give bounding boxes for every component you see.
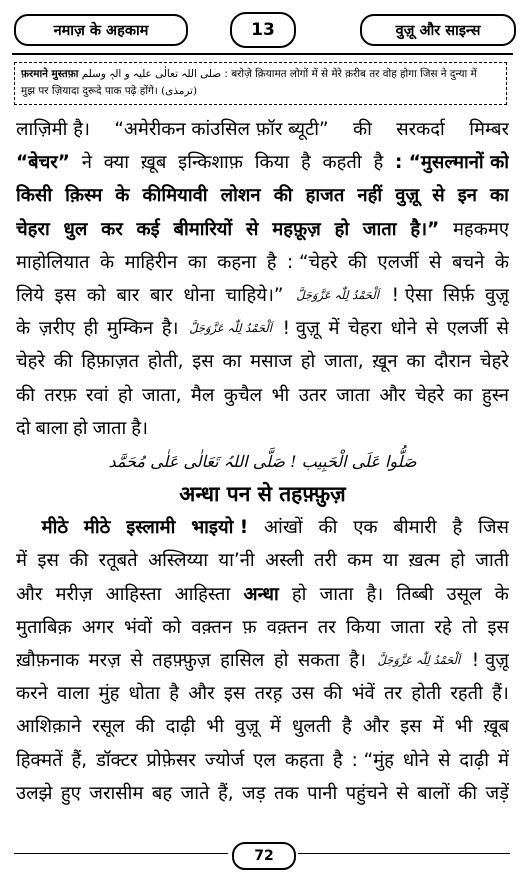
word: मुंह [98,683,120,705]
word: कहता [284,749,324,771]
word: की [352,119,372,140]
word: हिक्मतें [16,749,63,771]
text-line [16,644,509,677]
word: लिये [16,284,44,306]
word: दो [16,417,31,439]
word: उलझे [16,782,53,804]
word: “अमेरीकन कांउसिल फ़ॉर ब्यूटी” [114,119,329,140]
word: ने [81,152,92,174]
text-line [16,777,509,810]
word: सिर्फ़ [443,284,475,306]
word: चेहरा [16,218,50,240]
word: इस [37,550,59,572]
word: क़िस्म [65,185,103,207]
word: रवां [85,384,109,406]
body-text [16,113,509,810]
word: हुस्न [481,384,509,406]
text-line [16,677,509,710]
word: माहिरीन [124,251,178,273]
word: जाता [319,583,354,605]
word: किसी [16,185,53,207]
word: ही [83,318,99,340]
word: चेहरे [16,351,45,373]
word: हो [291,583,307,605]
word: के [99,251,115,273]
word: कहती [322,152,362,174]
text-line [16,246,509,279]
word: में [432,716,444,738]
word: चेहरा [348,318,382,340]
word: जरासीम [89,782,144,804]
word: हाजत [305,185,345,207]
word: जाता, [324,351,364,373]
word: बाला [35,417,69,439]
word: जाती [475,550,509,572]
word: मरीज़ [55,583,93,605]
word: से [425,318,439,340]
word: हो [273,650,289,671]
word: भी [454,716,473,738]
word: अस्लिय्या [148,550,209,572]
word: बचने [451,251,485,273]
word: इस [192,351,214,373]
word: चेहरे [479,351,509,373]
word: और [188,683,215,705]
word: हो [73,417,88,439]
word: तो [462,616,478,638]
word: प्रोफ़ेसर [146,749,196,771]
word: धोने [402,749,430,771]
word: मिम्बर [469,119,509,140]
text-line [16,179,509,212]
word: जाता [362,218,397,240]
word: धोने [390,318,417,340]
word: “बेचर” [16,152,70,174]
text-line [16,744,509,777]
hadith-salawat: صلی اللہ تعالٰی علیہ و الہٖ وسلم [81,68,222,80]
word: मसाज [250,351,292,373]
text-line [16,412,509,445]
word: पानी [307,782,338,804]
word: से [429,251,442,273]
word: जाता, [141,384,182,406]
word: या [382,550,399,572]
word: है [266,251,277,273]
word: मीठे [83,517,111,539]
word: ख़ूब [140,152,167,174]
word: हो [300,351,316,373]
word: जिस [478,517,509,539]
word: हो [450,550,465,572]
word: है [300,152,311,174]
word: को [86,284,106,306]
word: और [362,716,390,738]
word: डॉक्टर [96,749,138,771]
book-title-badge: नमाज़ के अहकाम [14,14,188,46]
chapter-page-badge: 13 [230,12,296,48]
word: भी [206,716,224,738]
word: क्या [103,152,129,174]
word: का [222,351,242,373]
word: का [490,185,509,207]
word: एलर्जी [377,251,419,273]
word: इस [54,284,77,306]
word: धुलती [291,716,331,738]
word: इन्किशाफ़ [178,152,243,174]
word: की [348,251,367,273]
word: इन [457,185,477,207]
text-line [16,345,509,378]
word: लोशन [220,185,261,207]
word: से [130,650,143,671]
word: वक़्तन [266,616,308,638]
word: की [273,185,293,207]
word: का [453,384,473,406]
word: की [135,716,155,738]
salawat-line: صَلُّوا عَلَی الْحَبِیب ! صَلَّی اللہُ تَعَالٰی عَلٰی مُحَمَّد [108,451,417,471]
word: : “मुंह [351,749,394,771]
word: आशिक़ाने [16,716,82,738]
word: कुचैल [223,384,263,406]
word: हुए [60,782,81,804]
word: आहिस्ता [105,583,162,605]
word: धोना [183,284,215,306]
word: नहीं [357,185,383,207]
word: होती [411,683,442,705]
word: हासिल [220,650,265,671]
text-line [16,379,509,412]
word: अस्ली [265,550,304,572]
word: कम [347,550,373,572]
word: महफ़ूज़ [272,218,321,240]
word: सरकर्दा [396,119,445,140]
word: वुज़ू [485,284,509,306]
word: इस [487,616,509,638]
word: रतूबते [98,550,138,572]
word: के [494,583,509,605]
word: की [323,683,343,705]
word: जाते [180,782,210,804]
word: ! ऐसा [391,284,433,306]
word: मैल [190,384,215,406]
word: कीमियावी [142,185,208,207]
word: तिब्बी [396,583,434,605]
hadith-label: फ़रमाने मुस्तफ़ा [21,68,79,80]
word: है। [349,650,366,671]
word: या’नी [218,550,255,572]
text-line [16,279,509,312]
word: उसूल [446,583,482,605]
page-number: 72 [232,842,296,870]
word: : “मुसल्मानों को [395,152,509,174]
word: किया [346,616,381,638]
word: अन्धा [243,583,279,605]
word: में [328,318,340,340]
word: बालों [417,782,450,804]
word: हिफ़ाज़त [81,351,140,373]
hadith-box [14,62,507,105]
word: इस [223,683,246,705]
word: की [53,351,73,373]
word: भंवों [124,616,152,638]
word: चाहिये।” [225,284,284,306]
word: पहुंचने [345,782,388,804]
word: बार [150,284,173,306]
word: फ़ [242,616,257,638]
footer-rule-left [14,853,228,854]
word: के [16,318,31,340]
word: मीठे [16,517,69,539]
word: वुज़ू [395,185,420,207]
word: ख़ूब [483,716,509,738]
word: एलर्जी [446,318,488,340]
word: भी [271,384,290,406]
word: : “चेहरे [286,251,338,273]
word: है।” [410,218,440,240]
text-line [16,511,509,544]
word: तहफ़्फ़ुज़ [152,650,211,671]
word: से [438,749,451,771]
alhamdulillah-phrase: اَلْحَمْدُ لِلّٰہ عَزَّوَجَلَّ [377,653,461,667]
word: इस्लामी [126,517,176,539]
word: दौरान [434,351,472,373]
word: को [162,616,182,638]
word: रसूल [92,716,125,738]
word: भंवें [351,683,375,705]
word: की [16,384,35,406]
word: में [497,749,509,771]
word: दाढ़ी [459,749,490,771]
word: के [494,251,509,273]
section-title-badge: वुज़ू और साइन्स [360,14,516,46]
word: करने [16,683,48,705]
word: की [69,550,89,572]
word: है। [161,318,179,340]
word: वाला [57,683,90,705]
word: बार [116,284,140,306]
header-rule [12,53,513,55]
word: ज्योर्ज [204,749,245,771]
word: है। [366,583,384,605]
text-line [16,478,509,511]
alhamdulillah-phrase: اَلْحَمْدُ لِلّٰہ عَزَّوَجَلَّ [189,321,272,336]
word: है [332,749,343,771]
word: जाता [92,417,127,439]
word: भाइयो ! [191,517,249,539]
word: तर [384,683,403,705]
text-line [16,578,509,611]
word: के [115,185,130,207]
word: जड़ [242,782,266,804]
text-line [16,213,509,246]
word: महकमए [452,218,509,240]
hadith-text-2: मुझ पर ज़ियादा दुरूदे पाक पढ़े होंगे। [21,85,158,97]
word: ! वुज़ू [282,318,320,340]
alhamdulillah-phrase: اَلْحَمْدُ لِلّٰہ عَزَّوَجَلَّ [296,287,379,302]
text-line [16,710,509,743]
word: तरह़ [254,683,283,705]
word: ख़ून [372,351,398,373]
word: का [187,251,207,273]
word: अगर [81,616,114,638]
word: दाढ़ी [165,716,196,738]
word: ज़रीए [38,318,75,340]
word: हैं, [71,749,88,771]
word: एक [353,517,378,539]
word: जाता [390,616,425,638]
word: और [16,583,43,605]
word: किया [254,152,290,174]
word: वुज़ू [235,716,259,738]
word: तक [274,782,299,804]
word: आंखों [264,517,303,539]
word: है [342,716,352,738]
text-line [16,146,509,179]
word: मरज़ [88,650,121,671]
word: होती, [147,351,184,373]
word: एल [253,749,276,771]
word: है [452,517,463,539]
word: तर [317,616,336,638]
word: लाज़िमी है। [16,119,90,140]
text-line [16,445,509,478]
word: रहती [450,683,483,705]
word: आहिस्ता [174,583,231,605]
word: कहना [217,251,257,273]
word: से [245,218,259,240]
word: से [496,318,509,340]
word: हो [334,218,350,240]
word: से [396,782,409,804]
word: धोता [128,683,160,705]
word: माहोलियात [16,251,90,273]
word: हैं, [217,782,234,804]
word: हो [117,384,133,406]
word: और [379,384,406,406]
word: बीमारी [393,517,437,539]
word: से [432,185,445,207]
text-line [16,544,509,577]
hadith-text-1: : बरोज़े क़ियामत लोगों में से मेरे क़रीब तर वोह होगा जिस ने दुन्या में [224,68,477,80]
word: की [318,517,338,539]
word: बह [151,782,173,804]
word: धुल [63,218,88,240]
word: की [458,782,477,804]
word: हैं। [492,683,509,705]
word: उतर [298,384,327,406]
word: ! वुज़ू [471,650,509,671]
word: मुम्किन [106,318,154,340]
section-heading: अन्धा पन से तहफ़्फ़ुज़ [179,482,346,507]
word: तरी [314,550,337,572]
text-line [16,113,509,146]
word: में [269,716,281,738]
word: है। [131,417,148,439]
word: ख़त्म [408,550,440,572]
word: कई [136,218,160,240]
word: मुताबिक़ [16,616,72,638]
word: में [16,550,27,572]
word: कर [101,218,123,240]
word: वक़्तन [191,616,233,638]
word: जड़ें [485,782,509,804]
word: उस [291,683,315,705]
text-line [16,611,509,644]
hadith-source: (ترمذی) [161,85,198,97]
word: तरफ़ [44,384,77,406]
word: सकता [297,650,340,671]
word: का [406,351,426,373]
word: चेहरे [415,384,445,406]
word: रहे [434,616,452,638]
word: है [373,152,384,174]
word: ख़ौफ़नाक [16,650,80,671]
text-line [16,312,509,345]
word: जाता [336,384,370,406]
word: इस [400,716,422,738]
word: है [169,683,180,705]
word: बीमारियों [173,218,233,240]
footer-rule-right [298,853,510,854]
